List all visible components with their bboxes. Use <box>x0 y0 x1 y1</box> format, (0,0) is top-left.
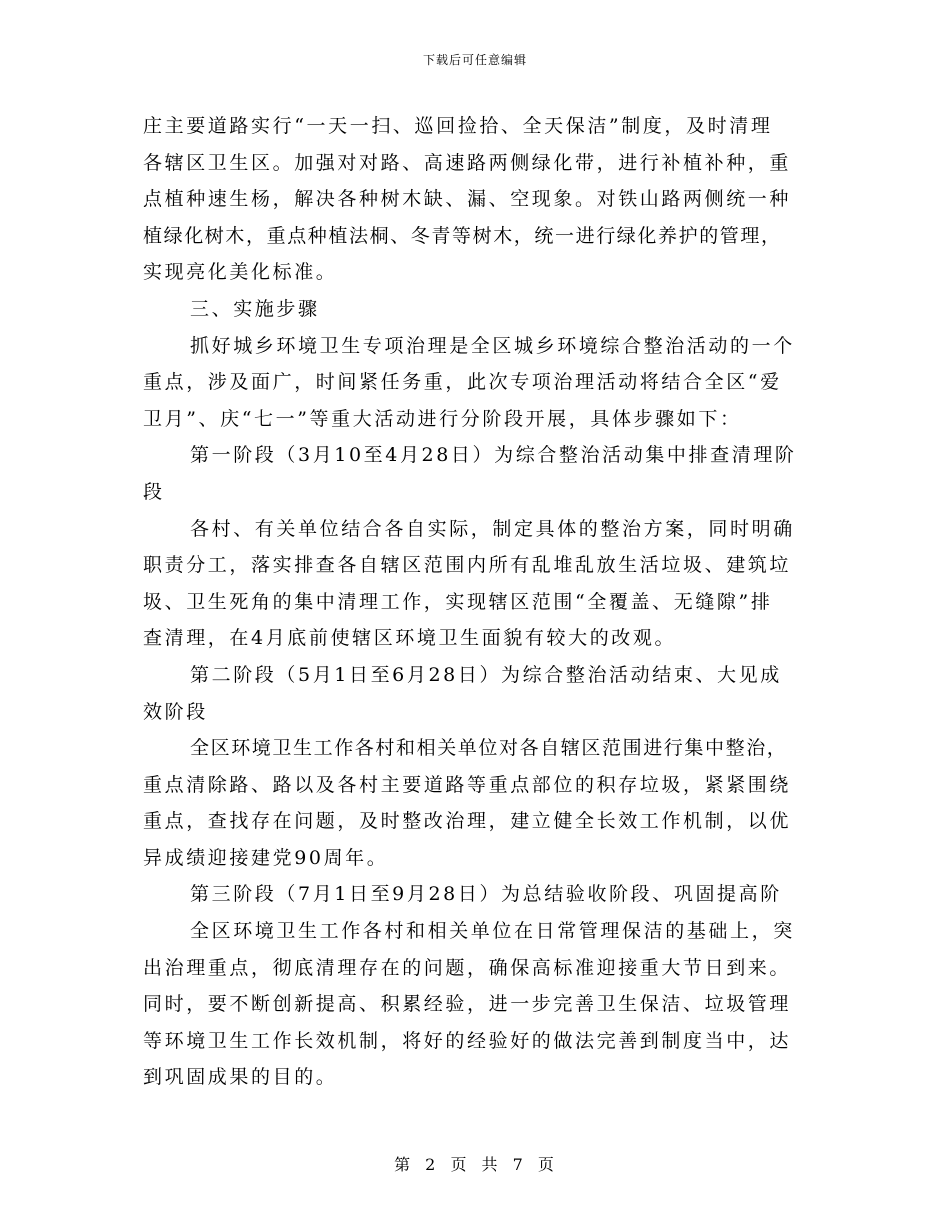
body-line: 职责分工，落实排查各自辖区范围内所有乱堆乱放生活垃圾、建筑垃 <box>143 554 792 577</box>
body-line: 各村、有关单位结合各自实际，制定具体的整治方案，同时明确 <box>190 517 795 540</box>
body-line: 各辖区卫生区。加强对对路、高速路两侧绿化带，进行补植补种，重 <box>143 151 792 174</box>
body-line: 重点，查找存在问题，及时整改治理，建立健全长效工作机制，以优 <box>143 810 792 833</box>
page-header-note: 下载后可任意编辑 <box>422 53 527 67</box>
body-line: 到巩固成果的目的。 <box>143 1066 338 1089</box>
body-line: 庄主要道路实行“一天一扫、巡回捡拾、全天保洁”制度，及时清理 <box>143 115 773 137</box>
stage-heading-continued: 段 <box>143 480 165 503</box>
section-heading: 三、实施步骤 <box>190 297 320 320</box>
stage-heading: 第一阶段（3月10至4月28日）为综合整治活动集中排查清理阶 <box>190 444 797 467</box>
stage-heading: 第三阶段（7月1日至9月28日）为总结验收阶段、巩固提高阶 <box>190 883 782 906</box>
body-line: 重点清除路、路以及各村主要道路等重点部位的积存垃圾，紧紧围绕 <box>143 773 792 796</box>
body-line: 全区环境卫生工作各村和相关单位对各自辖区范围进行集中整治， <box>190 737 788 760</box>
body-line: 同时，要不断创新提高、积累经验，进一步完善卫生保洁、垃圾管理 <box>143 993 792 1016</box>
body-line: 重点，涉及面广，时间紧任务重，此次专项治理活动将结合全区“爱 <box>143 371 782 394</box>
body-line: 圾、卫生死角的集中清理工作，实现辖区范围“全覆盖、无缝隙”排 <box>143 590 773 613</box>
stage-heading: 第二阶段（5月1日至6月28日）为综合整治活动结束、大见成 <box>190 663 782 686</box>
body-line: 异成绩迎接建党90周年。 <box>143 846 389 869</box>
stage-heading-continued: 效阶段 <box>143 700 208 723</box>
page-number: 第 2 页 共 7 页 <box>394 1155 556 1174</box>
body-line: 等环境卫生工作长效机制，将好的经验好的做法完善到制度当中，达 <box>143 1029 792 1052</box>
body-line: 点植种速生杨，解决各种树木缺、漏、空现象。对铁山路两侧统一种 <box>143 188 792 211</box>
body-line: 查清理，在4月底前使辖区环境卫生面貌有较大的改观。 <box>143 627 677 650</box>
body-line: 抓好城乡环境卫生专项治理是全区城乡环境综合整治活动的一个 <box>190 334 795 357</box>
body-line: 卫月”、庆“七一”等重大活动进行分阶段开展，具体步骤如下： <box>143 407 742 430</box>
body-line: 实现亮化美化标准。 <box>143 261 338 284</box>
body-line: 出治理重点，彻底清理存在的问题，确保高标准迎接重大节日到来。 <box>143 956 792 979</box>
document-body <box>143 108 807 1096</box>
body-line: 全区环境卫生工作各村和相关单位在日常管理保洁的基础上，突 <box>190 920 795 943</box>
body-line: 植绿化树木，重点种植法桐、冬青等树木，统一进行绿化养护的管理， <box>143 224 782 247</box>
